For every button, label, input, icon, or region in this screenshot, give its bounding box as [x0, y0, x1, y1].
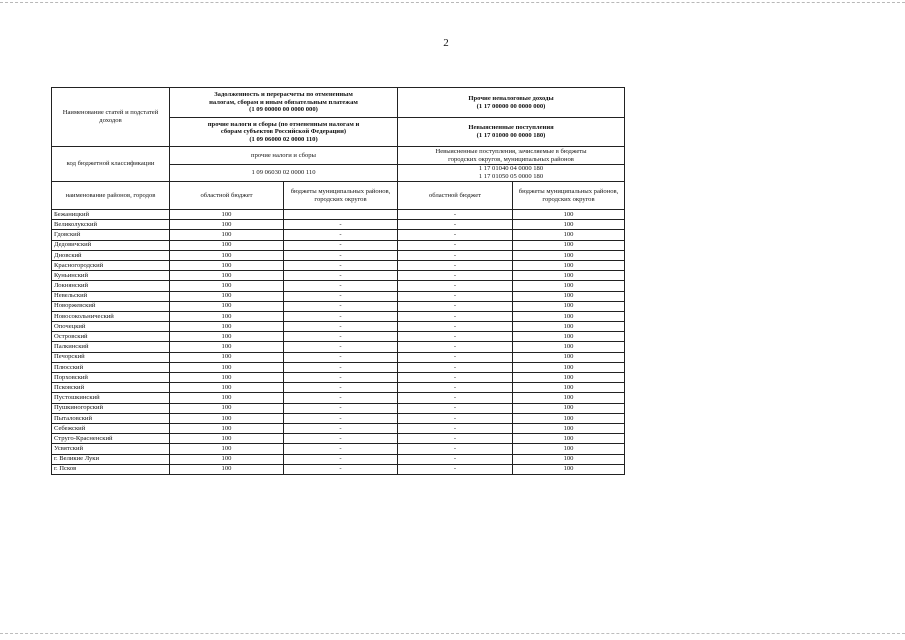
municipal-budget-2-cell: 100: [513, 383, 625, 393]
municipal-budget-1-cell: -: [284, 393, 398, 403]
table-row: [52, 240, 625, 250]
regional-budget-1-cell: 100: [170, 271, 284, 281]
municipal-budget-2-cell: 100: [513, 291, 625, 301]
municipal-budget-1-cell: -: [284, 413, 398, 423]
municipal-budget-2-cell: 100: [513, 281, 625, 291]
district-name-cell: Островский: [52, 332, 170, 342]
municipal-budget-2-cell: 100: [513, 464, 625, 474]
municipal-budget-1-cell: -: [284, 301, 398, 311]
table-row: [52, 444, 625, 454]
district-name-cell: Бежаницкий: [52, 210, 170, 220]
municipal-budget-2-cell: 100: [513, 210, 625, 220]
regional-budget-2-cell: -: [398, 271, 513, 281]
regional-budget-2-cell: -: [398, 332, 513, 342]
table-row: [52, 220, 625, 230]
municipal-budget-2-cell: 100: [513, 454, 625, 464]
table-row: [52, 403, 625, 413]
table-row: [52, 230, 625, 240]
regional-budget-1-cell: 100: [170, 383, 284, 393]
municipal-budget-1-cell: -: [284, 403, 398, 413]
district-name-cell: г. Великие Луки: [52, 454, 170, 464]
regional-budget-2-cell: -: [398, 373, 513, 383]
municipal-budget-2-cell: 100: [513, 240, 625, 250]
regional-budget-2-cell: -: [398, 291, 513, 301]
municipal-budget-2-cell: 100: [513, 311, 625, 321]
regional-budget-2-cell: -: [398, 393, 513, 403]
header-group1-subtitle-line: (1 09 06000 02 0000 110): [249, 135, 318, 143]
district-name-cell: Дновский: [52, 250, 170, 260]
header-group1-title-line: Задолженность и перерасчеты по отмененным: [214, 91, 353, 99]
regional-budget-1-cell: 100: [170, 403, 284, 413]
municipal-budget-2-cell: 100: [513, 250, 625, 260]
regional-budget-1-cell: 100: [170, 240, 284, 250]
municipal-budget-1-cell: -: [284, 444, 398, 454]
district-name-cell: Струго-Красненский: [52, 434, 170, 444]
district-name-cell: Дедовичский: [52, 240, 170, 250]
table-row: [52, 250, 625, 260]
header-group1-title-line: налогам, сборам и иным обязательным платежам: [209, 98, 358, 106]
regional-budget-1-cell: 100: [170, 311, 284, 321]
regional-budget-1-cell: 100: [170, 332, 284, 342]
regional-budget-2-cell: -: [398, 260, 513, 270]
regional-budget-1-cell: 100: [170, 322, 284, 332]
revenue-distribution-table: [51, 87, 625, 475]
regional-budget-1-cell: 100: [170, 413, 284, 423]
district-name-cell: Пушкиногорский: [52, 403, 170, 413]
header-group2-code-line: 1 17 01040 04 0000 180: [478, 165, 544, 173]
regional-budget-1-cell: 100: [170, 454, 284, 464]
municipal-budget-1-cell: -: [284, 260, 398, 270]
header-group2-name-line: городских округов, муниципальных районов: [448, 155, 574, 163]
municipal-budget-2-cell: 100: [513, 271, 625, 281]
municipal-budget-2-cell: 100: [513, 362, 625, 372]
header-group1-title: [170, 88, 398, 118]
municipal-budget-2-cell: 100: [513, 434, 625, 444]
header-group2-name-line: Невыясненные поступления, зачисляемые в бюджеты: [435, 147, 587, 155]
table-row: [52, 311, 625, 321]
municipal-budget-1-cell: -: [284, 464, 398, 474]
regional-budget-2-cell: -: [398, 444, 513, 454]
regional-budget-2-cell: -: [398, 281, 513, 291]
regional-budget-2-cell: -: [398, 413, 513, 423]
district-name-cell: Усвятский: [52, 444, 170, 454]
district-name-cell: Плюсский: [52, 362, 170, 372]
district-name-cell: Пустошкинский: [52, 393, 170, 403]
regional-budget-2-cell: -: [398, 311, 513, 321]
municipal-budget-1-cell: -: [284, 434, 398, 444]
regional-budget-2-cell: -: [398, 250, 513, 260]
regional-budget-1-cell: 100: [170, 434, 284, 444]
header-budget-code: код бюджетной классификации: [52, 147, 170, 182]
municipal-budget-2-cell: 100: [513, 322, 625, 332]
header-group2-title-line: (1 17 00000 00 0000 000): [476, 102, 546, 110]
regional-budget-1-cell: 100: [170, 230, 284, 240]
table-row: [52, 373, 625, 383]
municipal-budget-1-cell: -: [284, 322, 398, 332]
regional-budget-1-cell: 100: [170, 281, 284, 291]
municipal-budget-2-cell: 100: [513, 413, 625, 423]
header-row-groups: [52, 88, 625, 118]
header-group2-codes: [398, 165, 625, 182]
regional-budget-1-cell: 100: [170, 250, 284, 260]
municipal-budget-1-cell: -: [284, 352, 398, 362]
municipal-budget-2-cell: 100: [513, 444, 625, 454]
district-name-cell: Себежский: [52, 423, 170, 433]
municipal-budget-1-cell: -: [284, 250, 398, 260]
municipal-budget-2-cell: 100: [513, 230, 625, 240]
municipal-budget-1-cell: -: [284, 281, 398, 291]
district-name-cell: Красногородский: [52, 260, 170, 270]
table-row: [52, 322, 625, 332]
district-name-cell: Пыталовский: [52, 413, 170, 423]
municipal-budget-2-cell: 100: [513, 332, 625, 342]
scan-edge-bottom: [0, 633, 905, 634]
header-group2-title: [398, 88, 625, 118]
header-item-names: Наименование статей и подстатей доходов: [52, 88, 170, 147]
regional-budget-2-cell: -: [398, 362, 513, 372]
table-row: [52, 342, 625, 352]
municipal-budget-2-cell: 100: [513, 423, 625, 433]
table-row: [52, 454, 625, 464]
regional-budget-2-cell: -: [398, 220, 513, 230]
municipal-budget-2-cell: 100: [513, 403, 625, 413]
table-row: [52, 210, 625, 220]
municipal-budget-1-cell: -: [284, 373, 398, 383]
regional-budget-1-cell: 100: [170, 260, 284, 270]
district-name-cell: Куньинский: [52, 271, 170, 281]
regional-budget-1-cell: 100: [170, 220, 284, 230]
municipal-budget-1-cell: -: [284, 240, 398, 250]
table-row: [52, 352, 625, 362]
table-row: [52, 362, 625, 372]
table-row: [52, 434, 625, 444]
regional-budget-1-cell: 100: [170, 291, 284, 301]
regional-budget-1-cell: 100: [170, 342, 284, 352]
regional-budget-1-cell: 100: [170, 444, 284, 454]
table-row: [52, 301, 625, 311]
municipal-budget-1-cell: -: [284, 383, 398, 393]
header-group2-subtitle-line: Невыясненные поступления: [468, 124, 554, 132]
regional-budget-1-cell: 100: [170, 210, 284, 220]
table-row: [52, 464, 625, 474]
header-group2-code-line: 1 17 01050 05 0000 180: [478, 173, 544, 180]
district-name-cell: Невельский: [52, 291, 170, 301]
table-row: [52, 291, 625, 301]
district-name-cell: Опочецкий: [52, 322, 170, 332]
regional-budget-2-cell: -: [398, 464, 513, 474]
municipal-budget-1-cell: [284, 210, 398, 220]
header-group2-subtitle: [398, 118, 625, 147]
header-group2-name: [398, 147, 625, 165]
scan-edge-top: [0, 2, 905, 3]
municipal-budget-1-cell: -: [284, 230, 398, 240]
municipal-budget-1-cell: -: [284, 271, 398, 281]
municipal-budget-1-cell: -: [284, 291, 398, 301]
district-name-cell: Псковский: [52, 383, 170, 393]
district-name-cell: Порховский: [52, 373, 170, 383]
municipal-budget-1-cell: -: [284, 423, 398, 433]
municipal-budget-1-cell: -: [284, 342, 398, 352]
district-name-cell: г. Псков: [52, 464, 170, 474]
page-number: 2: [443, 37, 449, 49]
regional-budget-1-cell: 100: [170, 301, 284, 311]
table-row: [52, 423, 625, 433]
regional-budget-2-cell: -: [398, 210, 513, 220]
regional-budget-2-cell: -: [398, 352, 513, 362]
district-name-cell: Палкинский: [52, 342, 170, 352]
header-municipal-budget-2: бюджеты муниципальных районов, городских округов: [513, 182, 625, 210]
municipal-budget-2-cell: 100: [513, 352, 625, 362]
municipal-budget-1-cell: -: [284, 454, 398, 464]
district-name-cell: Гдовский: [52, 230, 170, 240]
regional-budget-2-cell: -: [398, 322, 513, 332]
regional-budget-2-cell: -: [398, 230, 513, 240]
municipal-budget-1-cell: -: [284, 220, 398, 230]
municipal-budget-2-cell: 100: [513, 260, 625, 270]
municipal-budget-2-cell: 100: [513, 373, 625, 383]
table-body: [52, 88, 625, 475]
municipal-budget-2-cell: 100: [513, 342, 625, 352]
municipal-budget-2-cell: 100: [513, 220, 625, 230]
table-row: [52, 281, 625, 291]
regional-budget-2-cell: -: [398, 383, 513, 393]
municipal-budget-2-cell: 100: [513, 393, 625, 403]
header-group2-subtitle-line: (1 17 01000 00 0000 180): [476, 132, 546, 139]
regional-budget-2-cell: -: [398, 301, 513, 311]
regional-budget-1-cell: 100: [170, 464, 284, 474]
regional-budget-2-cell: -: [398, 454, 513, 464]
header-group2-title-line: Прочие неналоговые доходы: [468, 94, 554, 102]
table-row: [52, 393, 625, 403]
header-group1-code: 1 09 06030 02 0000 110: [170, 165, 398, 182]
district-name-cell: Великолукский: [52, 220, 170, 230]
district-name-cell: Печорский: [52, 352, 170, 362]
header-district-names: наименование районов, городов: [52, 182, 170, 210]
regional-budget-2-cell: -: [398, 434, 513, 444]
regional-budget-2-cell: -: [398, 423, 513, 433]
header-group1-subtitle-line: прочие налоги и сборы (по отмененным налогам и: [207, 120, 360, 128]
header-row-columns: [52, 182, 625, 210]
municipal-budget-1-cell: -: [284, 332, 398, 342]
municipal-budget-1-cell: -: [284, 311, 398, 321]
header-group1-subtitle: [170, 118, 398, 147]
municipal-budget-2-cell: 100: [513, 301, 625, 311]
table-row: [52, 271, 625, 281]
regional-budget-1-cell: 100: [170, 393, 284, 403]
header-regional-budget-1: областной бюджет: [170, 182, 284, 210]
header-group1-name: прочие налоги и сборы: [170, 147, 398, 165]
table-row: [52, 383, 625, 393]
header-regional-budget-2: областной бюджет: [398, 182, 513, 210]
regional-budget-2-cell: -: [398, 403, 513, 413]
table-row: [52, 260, 625, 270]
header-group1-subtitle-line: сборам субъектов Российской Федерации): [220, 128, 347, 136]
header-row-names: [52, 147, 625, 165]
regional-budget-1-cell: 100: [170, 362, 284, 372]
district-name-cell: Новоржевский: [52, 301, 170, 311]
table-row: [52, 413, 625, 423]
header-group1-title-line: (1 09 00000 00 0000 000): [249, 106, 318, 114]
municipal-budget-1-cell: -: [284, 362, 398, 372]
table-row: [52, 332, 625, 342]
regional-budget-2-cell: -: [398, 342, 513, 352]
regional-budget-1-cell: 100: [170, 352, 284, 362]
district-name-cell: Новосокольнический: [52, 311, 170, 321]
regional-budget-1-cell: 100: [170, 423, 284, 433]
district-name-cell: Локнянский: [52, 281, 170, 291]
regional-budget-1-cell: 100: [170, 373, 284, 383]
header-municipal-budget-1: бюджеты муниципальных районов, городских округов: [284, 182, 398, 210]
regional-budget-2-cell: -: [398, 240, 513, 250]
